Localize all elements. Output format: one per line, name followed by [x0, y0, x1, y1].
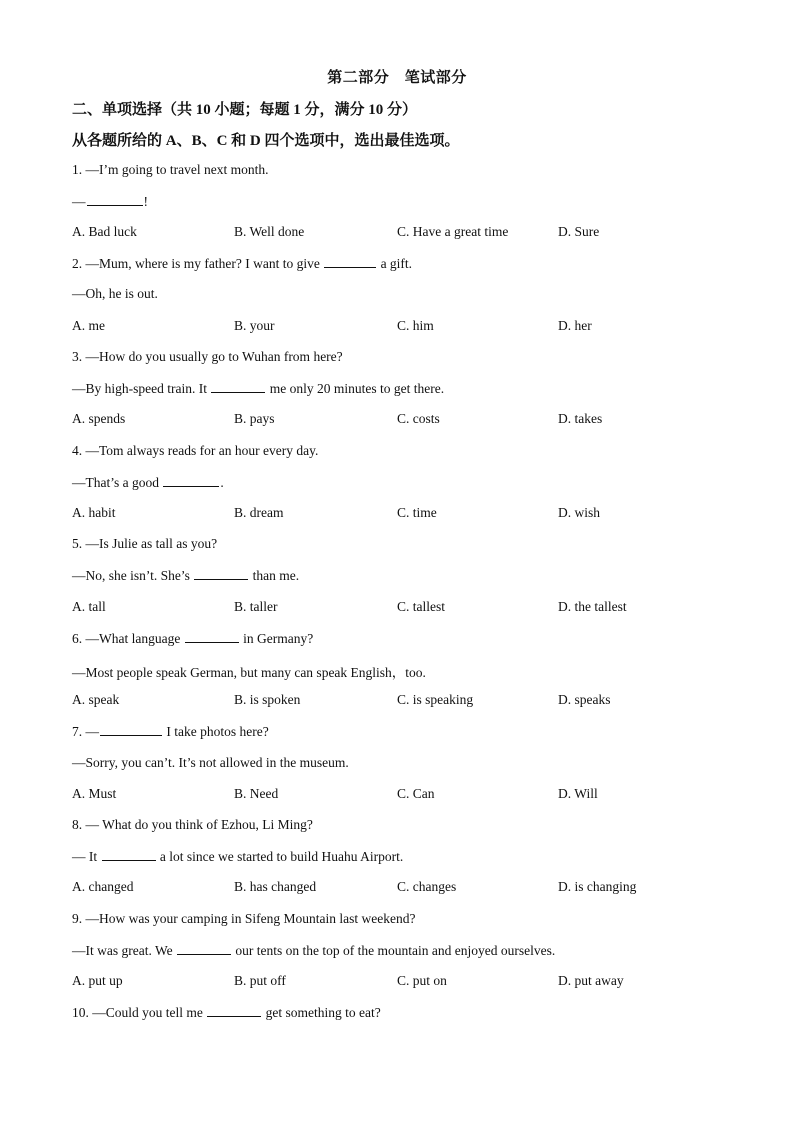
- answer-options: [72, 599, 712, 617]
- option-c: C. costs: [397, 411, 440, 426]
- option-d: D. wish: [558, 505, 601, 520]
- question-response: [72, 942, 555, 959]
- question-stem: [72, 630, 313, 647]
- option-b: B. taller: [234, 599, 278, 614]
- line-text-before: 9. —How was your camping in Sifeng Mountain last weekend?: [72, 911, 416, 926]
- question-response: [72, 380, 444, 397]
- answer-options: [72, 973, 712, 991]
- option-a: A. Bad luck: [72, 224, 137, 239]
- line-text-before: —: [72, 194, 86, 209]
- question-stem: [72, 911, 415, 927]
- option-c: C. is speaking: [397, 692, 474, 707]
- question-response: [72, 755, 349, 771]
- line-text-before: 10. —Could you tell me: [72, 1005, 207, 1020]
- option-a: A. speak: [72, 692, 120, 707]
- line-text-before: — It: [72, 849, 101, 864]
- question-stem: [72, 536, 217, 552]
- answer-options: [72, 505, 712, 523]
- answer-blank: [185, 630, 239, 643]
- option-d: D. put away: [558, 973, 624, 988]
- option-a: A. Must: [72, 786, 117, 801]
- question-response: [72, 567, 299, 584]
- line-text-before: —Sorry, you can’t. It’s not allowed in the museum.: [72, 755, 349, 770]
- option-b: B. has changed: [234, 879, 317, 894]
- line-text-after: in Germany?: [239, 631, 314, 646]
- line-text-before: 6. —What language: [72, 631, 184, 646]
- option-a: A. habit: [72, 505, 116, 520]
- line-text-after: a gift.: [377, 256, 413, 271]
- question-response: [72, 661, 426, 681]
- question-stem: [72, 723, 269, 740]
- option-b: B. pays: [234, 411, 275, 426]
- line-text-before: 4. —Tom always reads for an hour every day.: [72, 443, 319, 458]
- question-stem: [72, 1004, 381, 1021]
- answer-blank: [207, 1004, 261, 1017]
- option-a: A. put up: [72, 973, 123, 988]
- answer-blank: [324, 255, 376, 268]
- option-d: D. the tallest: [558, 599, 627, 614]
- line-text-after: !: [143, 194, 148, 209]
- option-a: A. tall: [72, 599, 106, 614]
- answer-options: [72, 411, 712, 429]
- answer-blank: [163, 474, 219, 487]
- answer-options: [72, 318, 712, 336]
- line-text-after: a lot since we started to build Huahu Airport.: [156, 849, 404, 864]
- line-text-before: 7. —: [72, 724, 99, 739]
- line-text-before: —Most people speak German, but many can speak English，too.: [72, 665, 426, 680]
- question-stem: [72, 162, 268, 178]
- option-d: D. takes: [558, 411, 603, 426]
- section-heading: 二、单项选择（共 10 小题；每题 1 分，满分 10 分）: [72, 102, 418, 118]
- question-response: [72, 286, 158, 302]
- option-c: C. changes: [397, 879, 457, 894]
- answer-options: [72, 224, 712, 242]
- line-text-after: our tents on the top of the mountain and enjoyed ourselves.: [232, 943, 556, 958]
- line-text-before: —It was great. We: [72, 943, 177, 958]
- option-b: B. Well done: [234, 224, 305, 239]
- line-text-before: 2. —Mum, where is my father? I want to give: [72, 256, 324, 271]
- question-stem: [72, 817, 313, 833]
- option-d: D. Will: [558, 786, 598, 801]
- question-stem: [72, 443, 318, 459]
- line-text-before: 5. —Is Julie as tall as you?: [72, 536, 218, 551]
- answer-blank: [87, 193, 143, 206]
- line-text-before: —Oh, he is out.: [72, 286, 158, 301]
- line-text-after: .: [220, 475, 224, 490]
- option-b: B. your: [234, 318, 275, 333]
- option-c: C. Have a great time: [397, 224, 509, 239]
- line-text-before: —That’s a good: [72, 475, 163, 490]
- answer-blank: [211, 380, 265, 393]
- question-response: [72, 474, 224, 491]
- answer-blank: [194, 567, 248, 580]
- answer-options: [72, 692, 712, 710]
- option-c: C. tallest: [397, 599, 445, 614]
- line-text-before: 8. — What do you think of Ezhou, Li Ming?: [72, 817, 313, 832]
- option-a: A. spends: [72, 411, 126, 426]
- line-text-after: I take photos here?: [163, 724, 269, 739]
- answer-blank: [102, 848, 156, 861]
- option-c: C. put on: [397, 973, 447, 988]
- answer-options: [72, 879, 712, 897]
- option-b: B. dream: [234, 505, 284, 520]
- line-text-before: 1. —I’m going to travel next month.: [72, 162, 269, 177]
- page-title: 第二部分 笔试部分: [327, 70, 467, 86]
- option-d: D. is changing: [558, 879, 637, 894]
- option-c: C. Can: [397, 786, 435, 801]
- section-instruction: 从各题所给的 A、B、C 和 D 四个选项中，选出最佳选项。: [72, 133, 460, 149]
- answer-blank: [100, 723, 162, 736]
- line-text-after: me only 20 minutes to get there.: [266, 381, 445, 396]
- option-b: B. is spoken: [234, 692, 301, 707]
- line-text-before: —By high-speed train. It: [72, 381, 211, 396]
- option-d: D. speaks: [558, 692, 611, 707]
- line-text-after: than me.: [249, 568, 300, 583]
- option-d: D. her: [558, 318, 592, 333]
- option-a: A. me: [72, 318, 105, 333]
- question-stem: [72, 255, 412, 272]
- answer-blank: [177, 942, 231, 955]
- option-d: D. Sure: [558, 224, 600, 239]
- line-text-after: get something to eat?: [262, 1005, 381, 1020]
- option-c: C. him: [397, 318, 434, 333]
- line-text-before: —No, she isn’t. She’s: [72, 568, 194, 583]
- question-response: [72, 848, 403, 865]
- option-b: B. Need: [234, 786, 279, 801]
- line-text-before: 3. —How do you usually go to Wuhan from here?: [72, 349, 343, 364]
- question-response: [72, 193, 148, 210]
- answer-options: [72, 786, 712, 804]
- option-a: A. changed: [72, 879, 134, 894]
- option-b: B. put off: [234, 973, 286, 988]
- option-c: C. time: [397, 505, 437, 520]
- question-stem: [72, 349, 343, 365]
